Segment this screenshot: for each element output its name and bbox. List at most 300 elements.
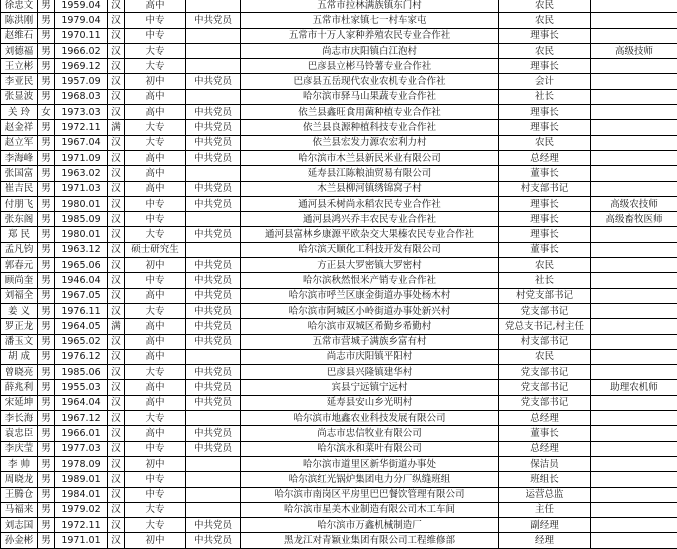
position-cell: 党支部书记 [499,395,591,410]
name-cell: 马福来 [1,502,38,517]
name-cell: 刘福全 [1,288,38,303]
party-cell [186,59,241,74]
party-cell: 中共党员 [186,150,241,165]
position-cell: 总经理 [499,411,591,426]
position-cell: 党总支书记,村主任 [499,319,591,334]
education-cell: 大专 [125,59,186,74]
employer-cell: 五常市十万人家种养殖农民专业合作社 [241,28,499,43]
employer-cell: 巴彦县五岳现代农业农机专业合作社 [241,74,499,89]
table-row [1,441,677,456]
birth-date-cell: 1966.01 [55,426,108,441]
name-cell: 周晓龙 [1,472,38,487]
ethnicity-cell: 汉 [108,441,125,456]
employer-cell: 哈尔滨市阿城区小岭街道办事处新兴村 [241,303,499,318]
ethnicity-cell: 汉 [108,456,125,471]
position-cell: 理事长 [499,227,591,242]
table-row [1,166,677,181]
ethnicity-cell: 汉 [108,242,125,257]
education-cell: 大专 [125,135,186,150]
position-cell: 社长 [499,273,591,288]
ethnicity-cell: 汉 [108,43,125,58]
table-row [1,365,677,380]
party-cell: 中共党员 [186,120,241,135]
position-cell: 班组长 [499,472,591,487]
table-row [1,258,677,273]
title-cell [591,13,677,28]
table-body [1,0,677,548]
position-cell: 董事长 [499,426,591,441]
ethnicity-cell: 汉 [108,472,125,487]
employer-cell: 哈尔滨市星美木业制造有限公司木工车间 [241,502,499,517]
table-row [1,273,677,288]
position-cell: 运营总监 [499,487,591,502]
title-cell [591,273,677,288]
gender-cell: 男 [38,518,55,533]
gender-cell: 男 [38,365,55,380]
party-cell: 中共党员 [186,365,241,380]
gender-cell: 男 [38,120,55,135]
position-cell: 农民 [499,43,591,58]
party-cell [186,242,241,257]
ethnicity-cell: 汉 [108,380,125,395]
table-row [1,74,677,89]
table-row [1,43,677,58]
title-cell [591,411,677,426]
party-cell: 中共党员 [186,395,241,410]
title-cell [591,242,677,257]
title-cell [591,472,677,487]
gender-cell: 男 [38,441,55,456]
birth-date-cell: 1979.04 [55,13,108,28]
title-cell [591,502,677,517]
employer-cell: 尚志市庆阳镇平阳村 [241,349,499,364]
ethnicity-cell: 汉 [108,258,125,273]
table-row [1,334,677,349]
birth-date-cell: 1976.12 [55,349,108,364]
employer-cell: 哈尔滨市木兰县新民米业有限公司 [241,150,499,165]
party-cell: 中共党员 [186,227,241,242]
ethnicity-cell: 满 [108,120,125,135]
party-cell [186,349,241,364]
education-cell: 初中 [125,533,186,548]
gender-cell: 男 [38,89,55,104]
position-cell: 农民 [499,258,591,273]
title-cell [591,426,677,441]
education-cell: 初中 [125,74,186,89]
education-cell: 高中 [125,166,186,181]
birth-date-cell: 1963.02 [55,166,108,181]
employer-cell: 哈尔滨市万鑫机械制造厂 [241,518,499,533]
education-cell: 中专 [125,441,186,456]
ethnicity-cell: 汉 [108,395,125,410]
title-cell [591,105,677,120]
name-cell: 袁忠臣 [1,426,38,441]
party-cell: 中共党员 [186,334,241,349]
birth-date-cell: 1970.11 [55,28,108,43]
ethnicity-cell: 汉 [108,334,125,349]
party-cell: 中共党员 [186,380,241,395]
title-cell [591,227,677,242]
title-cell: 高级农技师 [591,196,677,211]
ethnicity-cell: 汉 [108,365,125,380]
table-row [1,288,677,303]
name-cell: 李海峰 [1,150,38,165]
table-row [1,533,677,548]
position-cell: 会计 [499,74,591,89]
name-cell: 陈洪刚 [1,13,38,28]
gender-cell: 男 [38,258,55,273]
ethnicity-cell: 汉 [108,411,125,426]
position-cell: 总经理 [499,441,591,456]
title-cell [591,456,677,471]
education-cell: 高中 [125,105,186,120]
table-row [1,487,677,502]
birth-date-cell: 1965.02 [55,334,108,349]
employer-cell: 延寿县江陈粮油贸易有限公司 [241,166,499,181]
position-cell: 经理 [499,533,591,548]
birth-date-cell: 1957.09 [55,74,108,89]
position-cell: 党支部书记 [499,380,591,395]
education-cell: 中专 [125,196,186,211]
name-cell: 李亚民 [1,74,38,89]
title-cell [591,150,677,165]
table-row [1,227,677,242]
birth-date-cell: 1971.01 [55,533,108,548]
position-cell: 党支部书记 [499,365,591,380]
name-cell: 赵金祥 [1,120,38,135]
ethnicity-cell: 汉 [108,426,125,441]
ethnicity-cell: 汉 [108,166,125,181]
ethnicity-cell: 汉 [108,135,125,150]
gender-cell: 男 [38,74,55,89]
table-row [1,120,677,135]
party-cell: 中共党员 [186,105,241,120]
gender-cell: 男 [38,502,55,517]
position-cell: 总经理 [499,150,591,165]
ethnicity-cell: 汉 [108,518,125,533]
education-cell: 中专 [125,212,186,227]
name-cell: 宋延坤 [1,395,38,410]
table-row [1,518,677,533]
education-cell: 高中 [125,334,186,349]
party-cell [186,487,241,502]
position-cell: 村支部书记 [499,334,591,349]
education-cell: 高中 [125,181,186,196]
gender-cell: 男 [38,426,55,441]
table-row [1,456,677,471]
name-cell: 张显波 [1,89,38,104]
table-row [1,303,677,318]
ethnicity-cell: 汉 [108,288,125,303]
ethnicity-cell: 汉 [108,227,125,242]
ethnicity-cell: 汉 [108,13,125,28]
ethnicity-cell: 汉 [108,0,125,13]
gender-cell: 男 [38,13,55,28]
title-cell: 助理农机师 [591,380,677,395]
party-cell: 中共党员 [186,13,241,28]
title-cell [591,258,677,273]
gender-cell: 男 [38,59,55,74]
name-cell: 顾尚奎 [1,273,38,288]
name-cell: 赵立军 [1,135,38,150]
ethnicity-cell: 汉 [108,150,125,165]
birth-date-cell: 1955.03 [55,380,108,395]
employer-cell: 巴彦县立彬马铃薯专业合作社 [241,59,499,74]
position-cell: 主任 [499,502,591,517]
birth-date-cell: 1959.04 [55,0,108,13]
gender-cell: 男 [38,43,55,58]
gender-cell: 男 [38,196,55,211]
education-cell: 大专 [125,303,186,318]
party-cell [186,89,241,104]
birth-date-cell: 1964.05 [55,319,108,334]
gender-cell: 男 [38,380,55,395]
name-cell: 罗正龙 [1,319,38,334]
birth-date-cell: 1966.02 [55,43,108,58]
employer-cell: 哈尔滨市双城区希勤乡希勤村 [241,319,499,334]
table-row [1,380,677,395]
employer-cell: 哈尔滨市驿马山果蔬专业合作社 [241,89,499,104]
birth-date-cell: 1989.01 [55,472,108,487]
name-cell: 孟凡钧 [1,242,38,257]
name-cell: 曾晓亮 [1,365,38,380]
ethnicity-cell: 汉 [108,28,125,43]
gender-cell: 男 [38,150,55,165]
employer-cell: 哈尔滨永和菜叶有限公司 [241,441,499,456]
education-cell: 大专 [125,120,186,135]
gender-cell: 男 [38,181,55,196]
employer-cell: 哈尔滨市地鑫农业科技发展有限公司 [241,411,499,426]
table-row [1,105,677,120]
position-cell: 理事长 [499,196,591,211]
employer-cell: 尚志市庆阳镇白江泡村 [241,43,499,58]
title-cell [591,518,677,533]
education-cell: 高中 [125,0,186,13]
name-cell: 李 帅 [1,456,38,471]
title-cell [591,487,677,502]
table-row [1,13,677,28]
title-cell [591,0,677,13]
name-cell: 潘玉文 [1,334,38,349]
gender-cell: 男 [38,303,55,318]
title-cell [591,89,677,104]
title-cell: 高级畜牧医师 [591,212,677,227]
education-cell: 初中 [125,258,186,273]
gender-cell: 男 [38,212,55,227]
gender-cell: 男 [38,0,55,13]
position-cell: 理事长 [499,59,591,74]
birth-date-cell: 1971.03 [55,181,108,196]
gender-cell: 男 [38,395,55,410]
party-cell: 中共党员 [186,74,241,89]
birth-date-cell: 1985.09 [55,212,108,227]
education-cell: 中专 [125,28,186,43]
table-row [1,196,677,211]
ethnicity-cell: 汉 [108,59,125,74]
gender-cell: 男 [38,411,55,426]
ethnicity-cell: 汉 [108,181,125,196]
education-cell: 高中 [125,349,186,364]
title-cell [591,120,677,135]
party-cell: 中共党员 [186,319,241,334]
employer-cell: 方正县大罗密镇大罗密村 [241,258,499,273]
gender-cell: 男 [38,456,55,471]
birth-date-cell: 1972.11 [55,120,108,135]
position-cell: 理事长 [499,28,591,43]
ethnicity-cell: 汉 [108,273,125,288]
table-row [1,395,677,410]
name-cell: 赵维石 [1,28,38,43]
party-cell: 中共党员 [186,441,241,456]
education-cell: 大专 [125,518,186,533]
title-cell: 高级技师 [591,43,677,58]
party-cell [186,456,241,471]
name-cell: 张国富 [1,166,38,181]
table-row [1,150,677,165]
employer-cell: 木兰县柳河镇绣锦窝子村 [241,181,499,196]
party-cell: 中共党员 [186,426,241,441]
name-cell: 关 玲 [1,105,38,120]
employer-cell: 黑龙江对青颖业集团有限公司工程维修部 [241,533,499,548]
employer-cell: 五常市杜家镇七一村车家屯 [241,13,499,28]
position-cell: 保洁员 [499,456,591,471]
employer-cell: 通河县富林乡康源平欧杂交大果榛农民专业合作社 [241,227,499,242]
employer-cell: 通河县禾树尚永稻农民专业合作社 [241,196,499,211]
education-cell: 硕士研究生 [125,242,186,257]
birth-date-cell: 1969.12 [55,59,108,74]
name-cell: 付朋飞 [1,196,38,211]
party-cell [186,166,241,181]
title-cell [591,303,677,318]
title-cell [591,365,677,380]
birth-date-cell: 1971.09 [55,150,108,165]
party-cell: 中共党员 [186,518,241,533]
party-cell [186,28,241,43]
birth-date-cell: 1963.12 [55,242,108,257]
title-cell [591,288,677,303]
party-cell: 中共党员 [186,533,241,548]
birth-date-cell: 1973.03 [55,105,108,120]
name-cell: 崔吉民 [1,181,38,196]
party-cell [186,411,241,426]
table-row [1,212,677,227]
position-cell: 理事长 [499,212,591,227]
ethnicity-cell: 汉 [108,89,125,104]
gender-cell: 男 [38,288,55,303]
title-cell [591,74,677,89]
employer-cell: 延寿县安山乡光明村 [241,395,499,410]
employer-cell: 哈尔滨红光锅炉集团电力分厂纵缝班组 [241,472,499,487]
table-row [1,181,677,196]
employer-cell: 依兰县宏发力源农宏利力村 [241,135,499,150]
birth-date-cell: 1978.09 [55,456,108,471]
employer-cell: 哈尔滨市道里区新华街道办事处 [241,456,499,471]
name-cell: 郭春元 [1,258,38,273]
employer-cell: 巴彦县兴隆镇建华村 [241,365,499,380]
employer-cell: 五常市营城子满族乡富有村 [241,334,499,349]
title-cell [591,59,677,74]
education-cell: 中专 [125,13,186,28]
ethnicity-cell: 汉 [108,74,125,89]
employer-cell: 五常市拉林满族镇东门村 [241,0,499,13]
gender-cell: 男 [38,166,55,181]
birth-date-cell: 1976.11 [55,303,108,318]
position-cell: 村支部书记 [499,181,591,196]
position-cell: 理事长 [499,105,591,120]
education-cell: 高中 [125,380,186,395]
gender-cell: 男 [38,319,55,334]
employer-cell: 哈尔滨秋然恨米产销专业合作社 [241,273,499,288]
employer-cell: 依兰县鑫旺食用菌种植专业合作社 [241,105,499,120]
title-cell [591,334,677,349]
title-cell [591,441,677,456]
birth-date-cell: 1977.03 [55,441,108,456]
party-cell: 中共党员 [186,196,241,211]
title-cell [591,135,677,150]
education-cell: 中专 [125,273,186,288]
party-cell: 中共党员 [186,273,241,288]
party-cell: 中共党员 [186,303,241,318]
education-cell: 高中 [125,288,186,303]
birth-date-cell: 1946.04 [55,273,108,288]
education-cell: 高中 [125,319,186,334]
ethnicity-cell: 满 [108,319,125,334]
education-cell: 高中 [125,426,186,441]
party-cell: 中共党员 [186,135,241,150]
birth-date-cell: 1980.01 [55,196,108,211]
birth-date-cell: 1967.04 [55,135,108,150]
party-cell [186,502,241,517]
gender-cell: 男 [38,28,55,43]
education-cell: 中专 [125,472,186,487]
position-cell: 农民 [499,135,591,150]
birth-date-cell: 1965.06 [55,258,108,273]
employer-cell: 哈尔滨市南岗区平房里巴巴餐饮管理有限公司 [241,487,499,502]
birth-date-cell: 1972.11 [55,518,108,533]
title-cell [591,28,677,43]
party-cell [186,0,241,13]
education-cell: 高中 [125,150,186,165]
employer-cell: 尚志市忠信牧业有限公司 [241,426,499,441]
table-row [1,59,677,74]
birth-date-cell: 1985.06 [55,365,108,380]
name-cell: 薛兆利 [1,380,38,395]
name-cell: 胡 成 [1,349,38,364]
position-cell: 社长 [499,89,591,104]
name-cell: 李庆莹 [1,441,38,456]
birth-date-cell: 1979.02 [55,502,108,517]
employer-cell: 依兰县良源种植科技专业合作社 [241,120,499,135]
education-cell: 中专 [125,487,186,502]
table-row [1,349,677,364]
table-row [1,28,677,43]
party-cell: 中共党员 [186,258,241,273]
birth-date-cell: 1964.04 [55,395,108,410]
name-cell: 刘德福 [1,43,38,58]
gender-cell: 男 [38,227,55,242]
table-row [1,502,677,517]
birth-date-cell: 1968.03 [55,89,108,104]
name-cell: 王腾仓 [1,487,38,502]
party-cell [186,43,241,58]
position-cell: 农民 [499,13,591,28]
table-row [1,135,677,150]
title-cell [591,319,677,334]
ethnicity-cell: 汉 [108,212,125,227]
employer-cell: 哈尔滨市呼兰区康金街道办事处杨木村 [241,288,499,303]
position-cell: 副经理 [499,518,591,533]
party-cell: 中共党员 [186,181,241,196]
